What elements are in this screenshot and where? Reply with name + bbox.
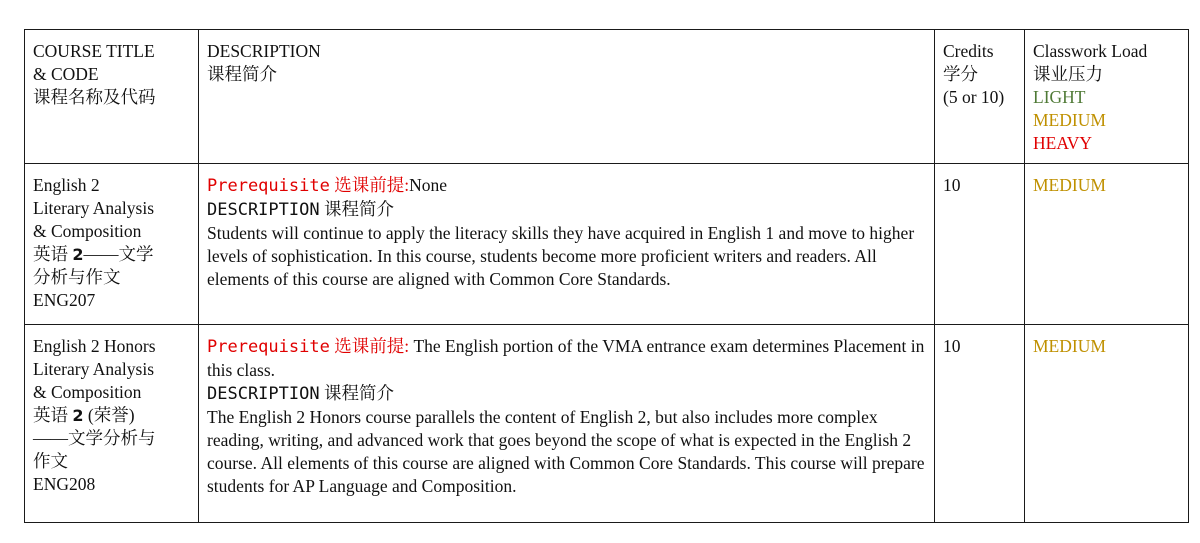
table-row [25, 325, 1189, 523]
header-credits-line-2: 学分 [943, 64, 978, 84]
header-load-line-2: 课业压力 [1033, 64, 1103, 84]
course-cn-title-line-1 [33, 243, 192, 266]
table-row [25, 164, 1189, 325]
course-code: ENG208 [33, 474, 96, 494]
description-heading [207, 198, 928, 222]
course-cn-rest: (荣誉) [83, 405, 135, 425]
header-course-title-line-2: & CODE [33, 64, 99, 84]
course-title-line: English 2 [33, 175, 100, 195]
header-row [25, 30, 1189, 164]
course-cn-number: 2 [72, 406, 84, 425]
description-cn-label: 课程简介 [319, 383, 394, 403]
load-level-medium: MEDIUM [1033, 110, 1106, 130]
prerequisite-line [207, 335, 928, 382]
header-course-title [25, 30, 199, 164]
header-course-title-line-3: 课程名称及代码 [33, 87, 156, 107]
prerequisite-value: None [409, 175, 447, 195]
course-title-cell [25, 325, 199, 523]
course-cn-title-line-2: 分析与作文 [33, 267, 121, 287]
prerequisite-line [207, 174, 928, 198]
header-classwork-load [1025, 30, 1189, 164]
course-title-cell [25, 164, 199, 325]
credits-cell [935, 325, 1025, 523]
course-cn-title-line-3: 作文 [33, 451, 68, 471]
course-table [24, 29, 1189, 523]
description-text: Students will continue to apply the literacy skills they have acquired in English 1 and move to higher levels of sophistication. In this course, students become more proficient writers and readers. All elements of this course are aligned with Common Core Standards. [207, 223, 915, 289]
header-credits [935, 30, 1025, 164]
header-credits-line-3: (5 or 10) [943, 87, 1005, 107]
prerequisite-label: Prerequisite [207, 337, 330, 357]
description-text: The English 2 Honors course parallels the content of English 2, but also includes more complex reading, writing, and advanced work that goes beyond the scope of what is expected in the English 2 course. All elements of this course are aligned with Common Core Standards. This course will prepare students for AP Language and Composition. [207, 407, 925, 496]
course-description-cell [199, 325, 935, 523]
load-level-heavy: HEAVY [1033, 133, 1092, 153]
credits-cell [935, 164, 1025, 325]
prerequisite-cn-label: 选课前提: [329, 175, 410, 195]
credits-value: 10 [943, 175, 961, 195]
load-cell [1025, 164, 1189, 325]
header-description-line-1: DESCRIPTION [207, 41, 321, 61]
course-cn-title-line-2: ——文学分析与 [33, 428, 156, 448]
course-title-line: Literary Analysis [33, 359, 155, 379]
prerequisite-value: The English portion of the VMA entrance exam determines Placement in this class. [207, 336, 925, 380]
course-description-cell [199, 164, 935, 325]
load-value: MEDIUM [1033, 175, 1106, 195]
course-cn-number: 2 [72, 245, 84, 264]
course-cn-title-line-1 [33, 404, 192, 427]
description-label: DESCRIPTION [207, 384, 320, 404]
description-cn-label: 课程简介 [319, 199, 394, 219]
header-description-line-2: 课程简介 [207, 64, 277, 84]
course-cn-rest: ——文学 [83, 244, 154, 264]
course-title-line: & Composition [33, 221, 142, 241]
course-title-line: English 2 Honors [33, 336, 156, 356]
load-cell [1025, 325, 1189, 523]
load-level-light: LIGHT [1033, 87, 1086, 107]
prerequisite-cn-label: 选课前提: [329, 336, 414, 356]
credits-value: 10 [943, 336, 961, 356]
course-cn-prefix: 英语 [33, 244, 73, 264]
header-course-title-line-1: COURSE TITLE [33, 41, 155, 61]
course-cn-prefix: 英语 [33, 405, 73, 425]
course-title-line: Literary Analysis [33, 198, 155, 218]
description-heading [207, 382, 928, 406]
load-value: MEDIUM [1033, 336, 1106, 356]
header-credits-line-1: Credits [943, 41, 994, 61]
course-code: ENG207 [33, 290, 96, 310]
header-load-line-1: Classwork Load [1033, 41, 1148, 61]
prerequisite-label: Prerequisite [207, 176, 330, 196]
description-label: DESCRIPTION [207, 200, 320, 220]
course-title-line: & Composition [33, 382, 142, 402]
header-description [199, 30, 935, 164]
